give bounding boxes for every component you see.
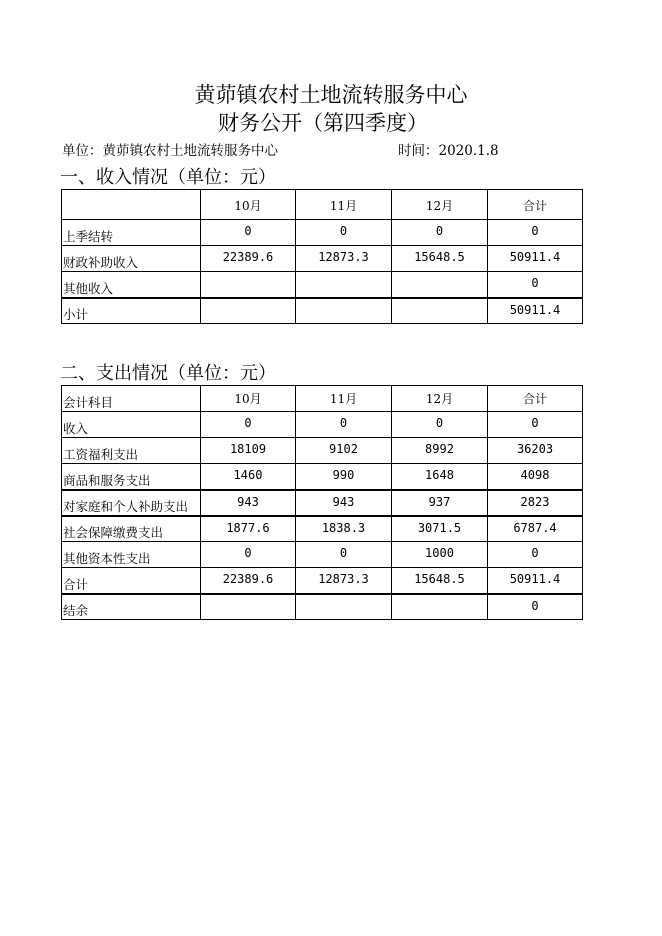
table-cell: 22389.6 (201, 246, 296, 272)
table-header-row (62, 190, 583, 220)
table-cell: 1000 (392, 542, 488, 568)
table-cell: 9102 (296, 438, 392, 464)
table-cell: 15648.5 (392, 568, 488, 594)
table-cell (296, 272, 392, 298)
table-cell: 990 (296, 464, 392, 490)
table-cell (296, 594, 392, 620)
table-cell: 0 (392, 220, 488, 246)
table-cell: 50911.4 (488, 568, 583, 594)
table-cell: 0 (488, 272, 583, 298)
income-section-heading: 一、收入情况（单位：元） (60, 167, 276, 188)
header-cell: 11月 (296, 386, 392, 412)
page-title: 黄茆镇农村土地流转服务中心 (194, 83, 468, 107)
table-cell: 1877.6 (201, 516, 296, 542)
expense-table (61, 385, 583, 620)
row-label: 商品和服务支出 (62, 464, 201, 490)
table-cell: 943 (296, 490, 392, 516)
table-cell (201, 594, 296, 620)
row-label: 小计 (62, 298, 201, 324)
table-cell: 943 (201, 490, 296, 516)
table-cell: 1838.3 (296, 516, 392, 542)
table-row (62, 220, 583, 246)
table-cell (296, 298, 392, 324)
table-row (62, 490, 583, 516)
table-cell: 2823 (488, 490, 583, 516)
header-cell: 合计 (488, 386, 583, 412)
row-label: 上季结转 (62, 220, 201, 246)
table-cell: 0 (201, 412, 296, 438)
table-cell: 12873.3 (296, 568, 392, 594)
table-row (62, 542, 583, 568)
table-cell: 0 (201, 220, 296, 246)
table-cell: 0 (488, 594, 583, 620)
table-cell: 1460 (201, 464, 296, 490)
table-cell (201, 298, 296, 324)
page-subtitle: 财务公开（第四季度） (218, 111, 428, 135)
table-row (62, 298, 583, 324)
income-table (61, 189, 583, 324)
row-label: 其他收入 (62, 272, 201, 298)
header-cell: 合计 (488, 190, 583, 220)
table-row (62, 272, 583, 298)
header-cell (62, 190, 201, 220)
table-cell: 0 (296, 542, 392, 568)
table-row (62, 516, 583, 542)
header-cell: 10月 (201, 190, 296, 220)
table-cell: 0 (488, 412, 583, 438)
table-cell: 6787.4 (488, 516, 583, 542)
table-cell: 22389.6 (201, 568, 296, 594)
table-row (62, 412, 583, 438)
table-cell (392, 272, 488, 298)
table-cell: 0 (488, 542, 583, 568)
row-label: 其他资本性支出 (62, 542, 201, 568)
table-cell: 36203 (488, 438, 583, 464)
row-label: 收入 (62, 412, 201, 438)
table-row (62, 438, 583, 464)
table-cell (392, 594, 488, 620)
table-cell: 3071.5 (392, 516, 488, 542)
table-cell: 0 (201, 542, 296, 568)
table-cell: 0 (392, 412, 488, 438)
header-cell: 会计科目 (62, 386, 201, 412)
header-cell: 12月 (392, 386, 488, 412)
table-cell (392, 298, 488, 324)
table-row (62, 464, 583, 490)
table-cell: 12873.3 (296, 246, 392, 272)
table-row (62, 246, 583, 272)
unit-label: 单位：黄茆镇农村土地流转服务中心 (62, 143, 278, 159)
row-label: 社会保障缴费支出 (62, 516, 201, 542)
expense-section-heading: 二、支出情况（单位：元） (60, 363, 276, 384)
table-cell: 18109 (201, 438, 296, 464)
table-cell: 937 (392, 490, 488, 516)
table-cell: 15648.5 (392, 246, 488, 272)
header-cell: 11月 (296, 190, 392, 220)
header-cell: 10月 (201, 386, 296, 412)
row-label: 财政补助收入 (62, 246, 201, 272)
table-row (62, 568, 583, 594)
table-cell: 50911.4 (488, 298, 583, 324)
row-label: 结余 (62, 594, 201, 620)
table-cell: 4098 (488, 464, 583, 490)
table-cell: 0 (296, 412, 392, 438)
table-cell: 50911.4 (488, 246, 583, 272)
table-header-row (62, 386, 583, 412)
time-label: 时间：2020.1.8 (398, 143, 499, 159)
table-row (62, 594, 583, 620)
table-cell: 0 (296, 220, 392, 246)
row-label: 对家庭和个人补助支出 (62, 490, 201, 516)
row-label: 工资福利支出 (62, 438, 201, 464)
table-cell: 8992 (392, 438, 488, 464)
row-label: 合计 (62, 568, 201, 594)
table-cell (201, 272, 296, 298)
header-cell: 12月 (392, 190, 488, 220)
table-cell: 1648 (392, 464, 488, 490)
table-cell: 0 (488, 220, 583, 246)
